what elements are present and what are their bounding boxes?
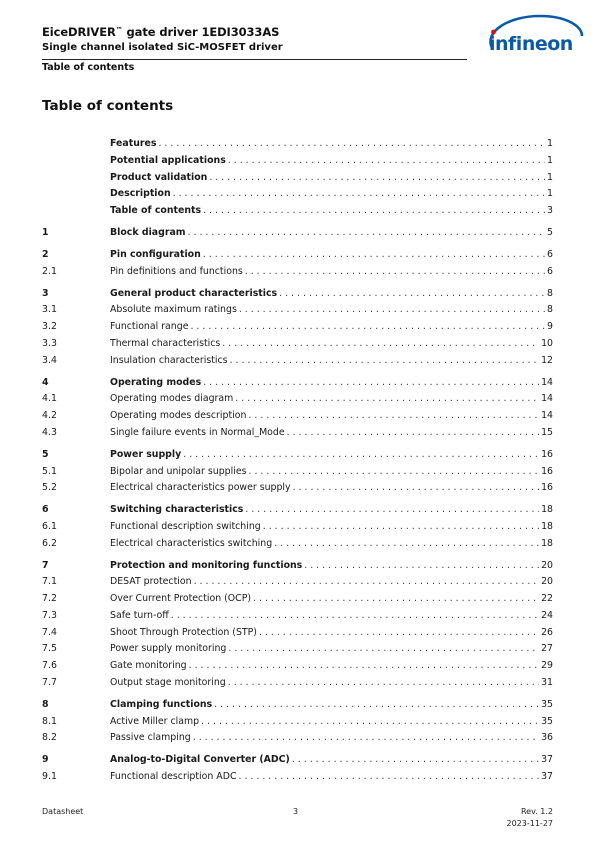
toc-entry-line (110, 303, 553, 317)
toc-entry-title: Functional description switching (110, 520, 261, 532)
dot-leader (248, 409, 539, 423)
toc-entry-line (110, 320, 553, 334)
dot-leader (194, 575, 540, 589)
toc-entry-page: 16 (541, 482, 553, 494)
toc-entry-page: 12 (541, 354, 553, 366)
toc-entry-line (110, 503, 553, 517)
toc-entry-page: 22 (541, 593, 553, 605)
toc-entry-line (110, 392, 553, 406)
dot-leader (228, 154, 545, 168)
toc-entry[interactable] (42, 265, 553, 279)
toc-entry-page: 16 (541, 448, 553, 460)
toc-entry[interactable] (42, 187, 553, 201)
toc-entry-number: 1 (42, 226, 49, 238)
dot-leader (292, 753, 539, 767)
dot-leader (248, 465, 539, 479)
toc-entry[interactable] (42, 287, 553, 301)
toc-entry-line (110, 659, 553, 673)
toc-entry-page: 8 (547, 304, 553, 316)
dot-leader (203, 376, 539, 390)
dot-leader (274, 537, 539, 551)
toc-entry-page: 1 (547, 154, 553, 166)
dot-leader (263, 520, 539, 534)
toc-entry-title: Electrical characteristics power supply (110, 482, 291, 494)
toc-entry-number: 3.1 (42, 304, 57, 316)
toc-entry-line (110, 376, 553, 390)
header-divider (42, 59, 467, 60)
toc-entry-page: 24 (541, 609, 553, 621)
toc-entry-line (110, 426, 553, 440)
header-section-name: Table of contents (42, 62, 135, 73)
dot-leader (203, 248, 545, 262)
toc-entry-page: 1 (547, 138, 553, 149)
toc-entry-page: 37 (541, 754, 553, 766)
title-rest: gate driver 1EDI3033AS (122, 25, 280, 39)
toc-entry-line (110, 559, 553, 573)
toc-entry[interactable] (42, 354, 553, 368)
toc-entry-page: 18 (541, 520, 553, 532)
toc-entry-number: 3.3 (42, 337, 57, 349)
infineon-logo (478, 12, 588, 62)
dot-leader (188, 226, 545, 240)
toc-entry-line (110, 154, 553, 168)
toc-entry-title: Output stage monitoring (110, 676, 226, 688)
toc-entry[interactable] (42, 676, 553, 690)
toc-entry-title: Operating modes description (110, 410, 247, 421)
toc-entry-line (110, 171, 553, 185)
toc-entry-line (110, 609, 553, 623)
dot-leader (253, 592, 539, 606)
toc-entry-title: DESAT protection (110, 576, 192, 588)
toc-entry-title: Gate monitoring (110, 660, 187, 672)
page-title: Table of contents (42, 98, 174, 114)
toc-entry[interactable] (42, 575, 553, 589)
toc-entry-page: 14 (541, 376, 553, 388)
toc-entry-page: 31 (541, 676, 553, 688)
toc-entry[interactable] (42, 426, 553, 440)
footer-date: 2023-11-27 (506, 819, 553, 828)
toc-entry-title: Potential applications (110, 154, 226, 166)
toc-entry-title: Functional range (110, 321, 189, 333)
toc-entry[interactable] (42, 226, 553, 240)
toc-entry-number: 8.1 (42, 715, 57, 727)
dot-leader (189, 659, 539, 673)
toc-entry[interactable] (42, 303, 553, 317)
toc-entry-title: General product characteristics (110, 287, 278, 299)
toc-entry[interactable] (42, 481, 553, 495)
toc-entry-number: 7.4 (42, 626, 57, 638)
toc-entry-title: Product validation (110, 171, 208, 183)
dot-leader (173, 187, 545, 201)
toc-entry-number: 4.2 (42, 410, 57, 421)
toc-entry-number: 7 (42, 559, 49, 571)
toc-entry-title: Shoot Through Protection (STP) (110, 626, 257, 638)
toc-entry-title: Operating modes diagram (110, 393, 234, 405)
dot-leader (239, 770, 540, 784)
toc-entry-title: Pin definitions and functions (110, 265, 243, 277)
toc-entry-line (110, 715, 553, 729)
toc-entry-page: 15 (541, 426, 553, 438)
toc-entry-number: 4.3 (42, 426, 57, 438)
toc-entry-page: 18 (541, 504, 553, 516)
toc-entry-line (110, 287, 553, 301)
toc-entry[interactable] (42, 537, 553, 551)
toc-entry-line (110, 770, 553, 784)
toc-entry-number: 7.1 (42, 576, 57, 588)
footer-page-number: 3 (293, 807, 299, 816)
toc-entry-page: 29 (541, 660, 553, 672)
toc-entry-number: 3 (42, 287, 49, 299)
toc-entry-line (110, 265, 553, 279)
toc-entry-number: 8.2 (42, 732, 57, 744)
toc-entry-line (110, 248, 553, 262)
toc-entry[interactable] (42, 376, 553, 390)
toc-entry-number: 2 (42, 248, 49, 260)
dot-leader (209, 171, 545, 185)
toc-entry-title: Pin configuration (110, 248, 201, 260)
toc-entry-number: 5.1 (42, 465, 57, 477)
toc-entry[interactable] (42, 609, 553, 623)
toc-entry-line (110, 676, 553, 690)
toc-entry-page: 16 (541, 465, 553, 477)
dot-leader (203, 204, 545, 218)
toc-entry-number: 6.2 (42, 537, 57, 549)
toc-entry-page: 6 (547, 265, 553, 277)
toc-entry-number: 3.2 (42, 321, 57, 333)
toc-entry-title: Single failure events in Normal_Mode (110, 426, 285, 438)
toc-entry-number: 7.5 (42, 643, 57, 655)
toc-entry-page: 20 (541, 576, 553, 588)
toc-entry-title: Electrical characteristics switching (110, 537, 273, 549)
toc-entry-line (110, 137, 553, 151)
toc-entry[interactable] (42, 204, 553, 218)
dot-leader (193, 731, 539, 745)
toc-entry-number: 4.1 (42, 393, 57, 405)
dot-leader (190, 320, 545, 334)
toc-entry-number: 6.1 (42, 520, 57, 532)
toc-entry-line (110, 753, 553, 767)
toc-entry-number: 9 (42, 754, 49, 766)
dot-leader (230, 354, 540, 368)
toc-entry-page: 14 (541, 393, 553, 405)
document-subtitle: Single channel isolated SiC-MOSFET driver (42, 42, 283, 53)
dot-leader (214, 698, 539, 712)
toc-entry-number: 7.2 (42, 593, 57, 605)
toc-entry-number: 2.1 (42, 265, 57, 277)
toc-entry-number: 6 (42, 504, 49, 516)
toc-entry-page: 3 (547, 205, 553, 216)
toc-entry-line (110, 731, 553, 745)
toc-entry-number: 3.4 (42, 354, 57, 366)
toc-entry-page: 20 (541, 559, 553, 571)
toc-entry-title: Bipolar and unipolar supplies (110, 465, 247, 477)
dot-leader (245, 265, 545, 279)
dot-leader (287, 426, 539, 440)
toc-entry[interactable] (42, 448, 553, 462)
toc-entry-title: Power supply monitoring (110, 643, 227, 655)
toc-entry-page: 9 (547, 321, 553, 333)
toc-entry-page: 35 (541, 715, 553, 727)
toc-entry[interactable] (42, 503, 553, 517)
document-title (42, 25, 279, 39)
toc-entry-page: 10 (541, 337, 553, 349)
dot-leader (201, 715, 539, 729)
toc-entry[interactable] (42, 626, 553, 640)
toc-entry-number: 4 (42, 376, 49, 388)
trademark-symbol: ™ (115, 26, 123, 34)
dot-leader (158, 137, 545, 151)
dot-leader (235, 392, 539, 406)
dot-leader (171, 609, 539, 623)
toc-entry-title: Analog-to-Digital Converter (ADC) (110, 754, 290, 766)
toc-entry[interactable] (42, 465, 553, 479)
toc-entry-number: 8 (42, 698, 49, 710)
toc-entry-line (110, 520, 553, 534)
toc-entry[interactable] (42, 770, 553, 784)
toc-entry-line (110, 592, 553, 606)
toc-entry-page: 1 (547, 188, 553, 200)
toc-entry[interactable] (42, 659, 553, 673)
toc-entry-line (110, 204, 553, 218)
toc-entry[interactable] (42, 559, 553, 573)
toc-entry-line (110, 226, 553, 240)
toc-entry-line (110, 642, 553, 656)
toc-entry-line (110, 448, 553, 462)
toc-entry-page: 6 (547, 248, 553, 260)
dot-leader (239, 303, 545, 317)
footer-document-type: Datasheet (42, 807, 84, 816)
toc-entry-line (110, 409, 553, 423)
toc-entry-title: Clamping functions (110, 698, 213, 710)
toc-entry-line (110, 626, 553, 640)
toc-entry-line (110, 465, 553, 479)
toc-entry-page: 27 (541, 643, 553, 655)
footer-revision: Rev. 1.2 (520, 807, 553, 816)
toc-entry-page: 36 (541, 732, 553, 744)
toc-entry-line (110, 187, 553, 201)
toc-entry-title: Thermal characteristics (110, 337, 221, 349)
dot-leader (228, 676, 539, 690)
toc-entry-page: 35 (541, 698, 553, 710)
toc-entry-title: Active Miller clamp (110, 715, 200, 727)
toc-entry-title: Block diagram (110, 226, 186, 238)
toc-entry-title: Safe turn-off (110, 609, 169, 621)
dot-leader (183, 448, 539, 462)
toc-entry-number: 7.6 (42, 660, 57, 672)
toc-entry-page: 14 (541, 410, 553, 421)
dot-leader (304, 559, 539, 573)
toc-entry-title: Features (110, 138, 157, 149)
dot-leader (293, 481, 539, 495)
toc-entry-page: 18 (541, 537, 553, 549)
toc-entry[interactable] (42, 154, 553, 168)
logo-wordmark: infineon (489, 33, 573, 55)
toc-entry-page: 1 (547, 171, 553, 183)
toc-entry-title: Passive clamping (110, 732, 191, 744)
toc-entry[interactable] (42, 753, 553, 767)
toc-entry-line (110, 698, 553, 712)
toc-entry-title: Protection and monitoring functions (110, 559, 303, 571)
toc-entry-title: Over Current Protection (OCP) (110, 593, 252, 605)
toc-entry[interactable] (42, 715, 553, 729)
toc-entry-title: Power supply (110, 448, 182, 460)
toc-entry[interactable] (42, 320, 553, 334)
toc-entry-page: 5 (547, 226, 553, 238)
toc-entry[interactable] (42, 392, 553, 406)
toc-entry-title: Description (110, 188, 171, 200)
toc-entry[interactable] (42, 592, 553, 606)
toc-entry[interactable] (42, 137, 553, 151)
toc-entry-title: Operating modes (110, 376, 202, 388)
toc-entry-line (110, 575, 553, 589)
toc-entry-line (110, 354, 553, 368)
toc-entry-line (110, 537, 553, 551)
dot-leader (279, 287, 545, 301)
toc-entry-number: 9.1 (42, 771, 57, 783)
toc-entry[interactable] (42, 337, 553, 351)
toc-entry[interactable] (42, 642, 553, 656)
toc-entry[interactable] (42, 731, 553, 745)
toc-entry-line (110, 337, 553, 351)
toc-entry[interactable] (42, 409, 553, 423)
toc-entry-title: Table of contents (110, 205, 202, 216)
dot-leader (245, 503, 539, 517)
dot-leader (228, 642, 539, 656)
toc-entry-number: 5.2 (42, 482, 57, 494)
toc-entry-line (110, 481, 553, 495)
toc-entry[interactable] (42, 171, 553, 185)
toc-entry-number: 7.3 (42, 609, 57, 621)
toc-entry[interactable] (42, 698, 553, 712)
toc-entry-title: Insulation characteristics (110, 354, 228, 366)
toc-entry-page: 37 (541, 771, 553, 783)
toc-entry[interactable] (42, 248, 553, 262)
toc-entry[interactable] (42, 520, 553, 534)
toc-entry-title: Absolute maximum ratings (110, 304, 237, 316)
toc-entry-page: 26 (541, 626, 553, 638)
dot-leader (222, 337, 539, 351)
dot-leader (259, 626, 539, 640)
toc-entry-title: Functional description ADC (110, 771, 237, 783)
title-product-name: EiceDRIVER (42, 25, 116, 39)
toc-entry-number: 7.7 (42, 676, 57, 688)
toc-entry-page: 8 (547, 287, 553, 299)
toc-entry-title: Switching characteristics (110, 504, 244, 516)
toc-entry-number: 5 (42, 448, 49, 460)
